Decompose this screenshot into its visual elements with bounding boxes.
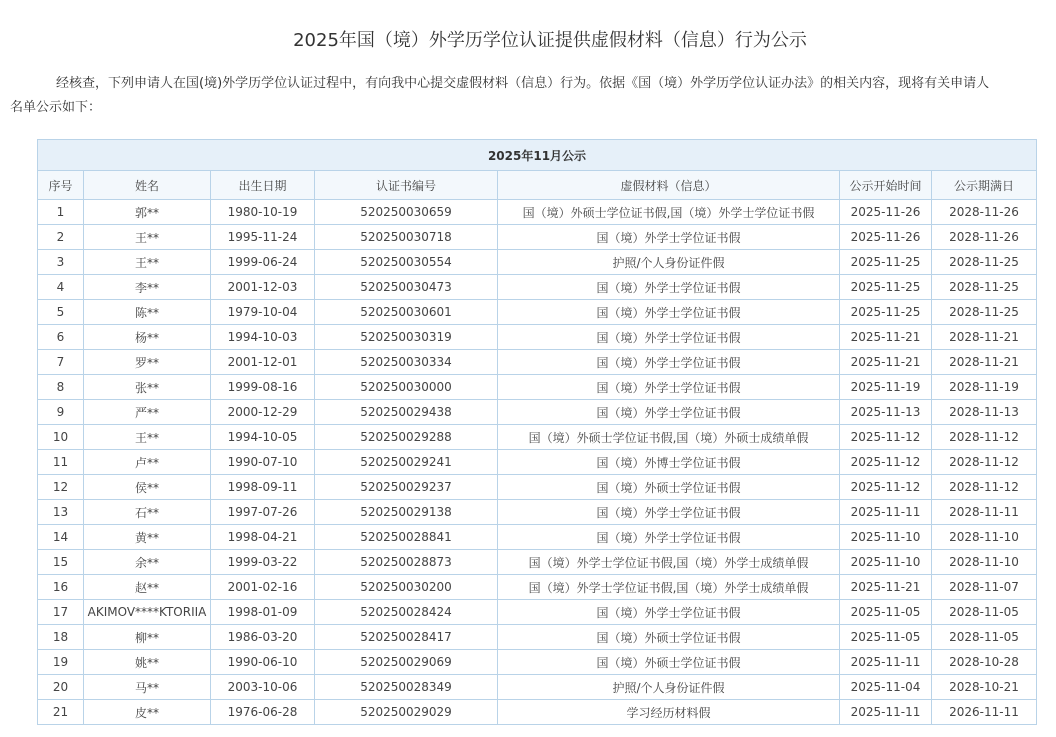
header-name: 姓名 bbox=[84, 171, 211, 200]
cell-end-date: 2028-11-21 bbox=[932, 350, 1037, 375]
cell-certificate-number: 520250028349 bbox=[315, 675, 498, 700]
cell-name: 石** bbox=[84, 500, 211, 525]
cell-certificate-number: 520250030473 bbox=[315, 275, 498, 300]
table-row bbox=[38, 450, 1037, 475]
table-row bbox=[38, 200, 1037, 225]
cell-false-material: 国（境）外硕士学位证书假,国（境）外学士学位证书假 bbox=[498, 200, 840, 225]
cell-start-date: 2025-11-12 bbox=[840, 450, 932, 475]
header-certificate-number: 认证书编号 bbox=[315, 171, 498, 200]
cell-certificate-number: 520250030334 bbox=[315, 350, 498, 375]
cell-certificate-number: 520250030000 bbox=[315, 375, 498, 400]
cell-name: 陈** bbox=[84, 300, 211, 325]
cell-start-date: 2025-11-10 bbox=[840, 525, 932, 550]
cell-false-material: 国（境）外学士学位证书假 bbox=[498, 275, 840, 300]
cell-birth-date: 2003-10-06 bbox=[211, 675, 315, 700]
cell-false-material: 国（境）外学士学位证书假 bbox=[498, 300, 840, 325]
table-header-row bbox=[38, 171, 1037, 200]
table-row bbox=[38, 400, 1037, 425]
cell-end-date: 2028-11-21 bbox=[932, 325, 1037, 350]
cell-certificate-number: 520250030601 bbox=[315, 300, 498, 325]
cell-index: 17 bbox=[38, 600, 84, 625]
cell-false-material: 国（境）外硕士学位证书假 bbox=[498, 650, 840, 675]
cell-certificate-number: 520250029069 bbox=[315, 650, 498, 675]
cell-start-date: 2025-11-21 bbox=[840, 325, 932, 350]
cell-index: 9 bbox=[38, 400, 84, 425]
cell-birth-date: 1976-06-28 bbox=[211, 700, 315, 725]
cell-end-date: 2028-10-28 bbox=[932, 650, 1037, 675]
cell-birth-date: 1998-09-11 bbox=[211, 475, 315, 500]
cell-false-material: 国（境）外博士学位证书假 bbox=[498, 450, 840, 475]
cell-name: 杨** bbox=[84, 325, 211, 350]
cell-name: 张** bbox=[84, 375, 211, 400]
cell-birth-date: 1990-06-10 bbox=[211, 650, 315, 675]
cell-birth-date: 1997-07-26 bbox=[211, 500, 315, 525]
cell-start-date: 2025-11-12 bbox=[840, 475, 932, 500]
table-row bbox=[38, 600, 1037, 625]
page-title: 2025年国（境）外学历学位认证提供虚假材料（信息）行为公示 bbox=[293, 30, 807, 51]
cell-false-material: 学习经历材料假 bbox=[498, 700, 840, 725]
intro-line-1: 经核查，下列申请人在国(境)外学历学位认证过程中，有向我中心提交虚假材料（信息）行为。依据《国（境）外学历学位认证办法》的相关内容，现将有关申请人 bbox=[56, 76, 990, 91]
cell-birth-date: 1979-10-04 bbox=[211, 300, 315, 325]
cell-birth-date: 1990-07-10 bbox=[211, 450, 315, 475]
cell-end-date: 2028-11-12 bbox=[932, 450, 1037, 475]
table-row bbox=[38, 325, 1037, 350]
table-row bbox=[38, 650, 1037, 675]
table-row bbox=[38, 575, 1037, 600]
cell-false-material: 护照/个人身份证件假 bbox=[498, 675, 840, 700]
cell-name: AKIMOV****KTORIIA bbox=[84, 600, 211, 625]
disclosure-table bbox=[37, 139, 1037, 725]
cell-name: 马** bbox=[84, 675, 211, 700]
cell-start-date: 2025-11-19 bbox=[840, 375, 932, 400]
cell-name: 侯** bbox=[84, 475, 211, 500]
cell-start-date: 2025-11-25 bbox=[840, 300, 932, 325]
cell-birth-date: 1994-10-03 bbox=[211, 325, 315, 350]
cell-start-date: 2025-11-10 bbox=[840, 550, 932, 575]
cell-index: 13 bbox=[38, 500, 84, 525]
cell-false-material: 国（境）外硕士学位证书假 bbox=[498, 625, 840, 650]
cell-certificate-number: 520250028424 bbox=[315, 600, 498, 625]
cell-end-date: 2028-11-26 bbox=[932, 225, 1037, 250]
cell-name: 严** bbox=[84, 400, 211, 425]
cell-start-date: 2025-11-25 bbox=[840, 275, 932, 300]
cell-end-date: 2028-11-05 bbox=[932, 600, 1037, 625]
cell-end-date: 2026-11-11 bbox=[932, 700, 1037, 725]
cell-false-material: 国（境）外学士学位证书假,国（境）外学士成绩单假 bbox=[498, 575, 840, 600]
cell-certificate-number: 520250028841 bbox=[315, 525, 498, 550]
header-false-material: 虚假材料（信息） bbox=[498, 171, 840, 200]
cell-birth-date: 1999-08-16 bbox=[211, 375, 315, 400]
cell-certificate-number: 520250030718 bbox=[315, 225, 498, 250]
cell-index: 12 bbox=[38, 475, 84, 500]
cell-end-date: 2028-11-19 bbox=[932, 375, 1037, 400]
cell-index: 14 bbox=[38, 525, 84, 550]
cell-index: 11 bbox=[38, 450, 84, 475]
table-row bbox=[38, 500, 1037, 525]
cell-end-date: 2028-11-10 bbox=[932, 525, 1037, 550]
cell-end-date: 2028-11-25 bbox=[932, 300, 1037, 325]
cell-certificate-number: 520250028873 bbox=[315, 550, 498, 575]
table-row bbox=[38, 700, 1037, 725]
cell-end-date: 2028-11-13 bbox=[932, 400, 1037, 425]
cell-name: 郭** bbox=[84, 200, 211, 225]
cell-birth-date: 1998-01-09 bbox=[211, 600, 315, 625]
cell-start-date: 2025-11-21 bbox=[840, 575, 932, 600]
table-row bbox=[38, 550, 1037, 575]
cell-false-material: 国（境）外学士学位证书假 bbox=[498, 350, 840, 375]
cell-name: 李** bbox=[84, 275, 211, 300]
cell-start-date: 2025-11-25 bbox=[840, 250, 932, 275]
cell-start-date: 2025-11-04 bbox=[840, 675, 932, 700]
cell-start-date: 2025-11-11 bbox=[840, 650, 932, 675]
cell-name: 卢** bbox=[84, 450, 211, 475]
cell-start-date: 2025-11-05 bbox=[840, 625, 932, 650]
cell-name: 余** bbox=[84, 550, 211, 575]
cell-birth-date: 1998-04-21 bbox=[211, 525, 315, 550]
cell-certificate-number: 520250029438 bbox=[315, 400, 498, 425]
cell-start-date: 2025-11-12 bbox=[840, 425, 932, 450]
table-row bbox=[38, 525, 1037, 550]
cell-birth-date: 1994-10-05 bbox=[211, 425, 315, 450]
cell-index: 18 bbox=[38, 625, 84, 650]
table-caption-row bbox=[38, 140, 1037, 171]
cell-certificate-number: 520250028417 bbox=[315, 625, 498, 650]
cell-end-date: 2028-11-11 bbox=[932, 500, 1037, 525]
table-row bbox=[38, 475, 1037, 500]
cell-index: 19 bbox=[38, 650, 84, 675]
cell-birth-date: 1995-11-24 bbox=[211, 225, 315, 250]
cell-start-date: 2025-11-21 bbox=[840, 350, 932, 375]
cell-end-date: 2028-11-10 bbox=[932, 550, 1037, 575]
cell-end-date: 2028-11-12 bbox=[932, 425, 1037, 450]
table-row bbox=[38, 275, 1037, 300]
cell-birth-date: 2001-02-16 bbox=[211, 575, 315, 600]
cell-false-material: 国（境）外学士学位证书假 bbox=[498, 400, 840, 425]
cell-false-material: 国（境）外学士学位证书假 bbox=[498, 525, 840, 550]
cell-false-material: 护照/个人身份证件假 bbox=[498, 250, 840, 275]
cell-birth-date: 2001-12-03 bbox=[211, 275, 315, 300]
cell-certificate-number: 520250030200 bbox=[315, 575, 498, 600]
cell-certificate-number: 520250030659 bbox=[315, 200, 498, 225]
cell-name: 黄** bbox=[84, 525, 211, 550]
cell-end-date: 2028-11-07 bbox=[932, 575, 1037, 600]
cell-end-date: 2028-10-21 bbox=[932, 675, 1037, 700]
cell-index: 15 bbox=[38, 550, 84, 575]
cell-birth-date: 2001-12-01 bbox=[211, 350, 315, 375]
header-end-date: 公示期满日 bbox=[932, 171, 1037, 200]
cell-birth-date: 1999-06-24 bbox=[211, 250, 315, 275]
cell-start-date: 2025-11-26 bbox=[840, 225, 932, 250]
cell-false-material: 国（境）外硕士学位证书假,国（境）外硕士成绩单假 bbox=[498, 425, 840, 450]
cell-certificate-number: 520250029138 bbox=[315, 500, 498, 525]
cell-certificate-number: 520250029241 bbox=[315, 450, 498, 475]
cell-start-date: 2025-11-11 bbox=[840, 500, 932, 525]
cell-name: 王** bbox=[84, 250, 211, 275]
intro-line-2: 名单公示如下： bbox=[10, 100, 102, 115]
table-row bbox=[38, 375, 1037, 400]
cell-birth-date: 1986-03-20 bbox=[211, 625, 315, 650]
cell-name: 王** bbox=[84, 425, 211, 450]
header-birth-date: 出生日期 bbox=[211, 171, 315, 200]
cell-birth-date: 2000-12-29 bbox=[211, 400, 315, 425]
cell-index: 16 bbox=[38, 575, 84, 600]
cell-name: 姚** bbox=[84, 650, 211, 675]
cell-certificate-number: 520250030319 bbox=[315, 325, 498, 350]
table-caption: 2025年11月公示 bbox=[38, 140, 1037, 171]
cell-end-date: 2028-11-25 bbox=[932, 275, 1037, 300]
cell-false-material: 国（境）外学士学位证书假,国（境）外学士成绩单假 bbox=[498, 550, 840, 575]
header-start-date: 公示开始时间 bbox=[840, 171, 932, 200]
intro-paragraph bbox=[10, 72, 1056, 120]
cell-end-date: 2028-11-26 bbox=[932, 200, 1037, 225]
cell-index: 3 bbox=[38, 250, 84, 275]
cell-start-date: 2025-11-13 bbox=[840, 400, 932, 425]
table-row bbox=[38, 625, 1037, 650]
cell-index: 8 bbox=[38, 375, 84, 400]
cell-certificate-number: 520250029029 bbox=[315, 700, 498, 725]
table-row bbox=[38, 350, 1037, 375]
cell-index: 7 bbox=[38, 350, 84, 375]
cell-index: 6 bbox=[38, 325, 84, 350]
cell-index: 20 bbox=[38, 675, 84, 700]
cell-start-date: 2025-11-05 bbox=[840, 600, 932, 625]
cell-end-date: 2028-11-05 bbox=[932, 625, 1037, 650]
cell-false-material: 国（境）外学士学位证书假 bbox=[498, 500, 840, 525]
header-index: 序号 bbox=[38, 171, 84, 200]
table-row bbox=[38, 225, 1037, 250]
cell-start-date: 2025-11-11 bbox=[840, 700, 932, 725]
cell-false-material: 国（境）外学士学位证书假 bbox=[498, 375, 840, 400]
table-row bbox=[38, 300, 1037, 325]
cell-end-date: 2028-11-25 bbox=[932, 250, 1037, 275]
cell-name: 柳** bbox=[84, 625, 211, 650]
cell-birth-date: 1999-03-22 bbox=[211, 550, 315, 575]
cell-false-material: 国（境）外学士学位证书假 bbox=[498, 325, 840, 350]
cell-name: 皮** bbox=[84, 700, 211, 725]
table-row bbox=[38, 425, 1037, 450]
cell-certificate-number: 520250029288 bbox=[315, 425, 498, 450]
cell-false-material: 国（境）外学士学位证书假 bbox=[498, 600, 840, 625]
cell-certificate-number: 520250029237 bbox=[315, 475, 498, 500]
cell-end-date: 2028-11-12 bbox=[932, 475, 1037, 500]
table-row bbox=[38, 675, 1037, 700]
cell-false-material: 国（境）外学士学位证书假 bbox=[498, 225, 840, 250]
cell-index: 10 bbox=[38, 425, 84, 450]
cell-false-material: 国（境）外硕士学位证书假 bbox=[498, 475, 840, 500]
cell-index: 4 bbox=[38, 275, 84, 300]
cell-name: 赵** bbox=[84, 575, 211, 600]
cell-index: 21 bbox=[38, 700, 84, 725]
cell-start-date: 2025-11-26 bbox=[840, 200, 932, 225]
cell-birth-date: 1980-10-19 bbox=[211, 200, 315, 225]
cell-name: 王** bbox=[84, 225, 211, 250]
cell-name: 罗** bbox=[84, 350, 211, 375]
table-row bbox=[38, 250, 1037, 275]
cell-index: 1 bbox=[38, 200, 84, 225]
cell-certificate-number: 520250030554 bbox=[315, 250, 498, 275]
cell-index: 2 bbox=[38, 225, 84, 250]
cell-index: 5 bbox=[38, 300, 84, 325]
